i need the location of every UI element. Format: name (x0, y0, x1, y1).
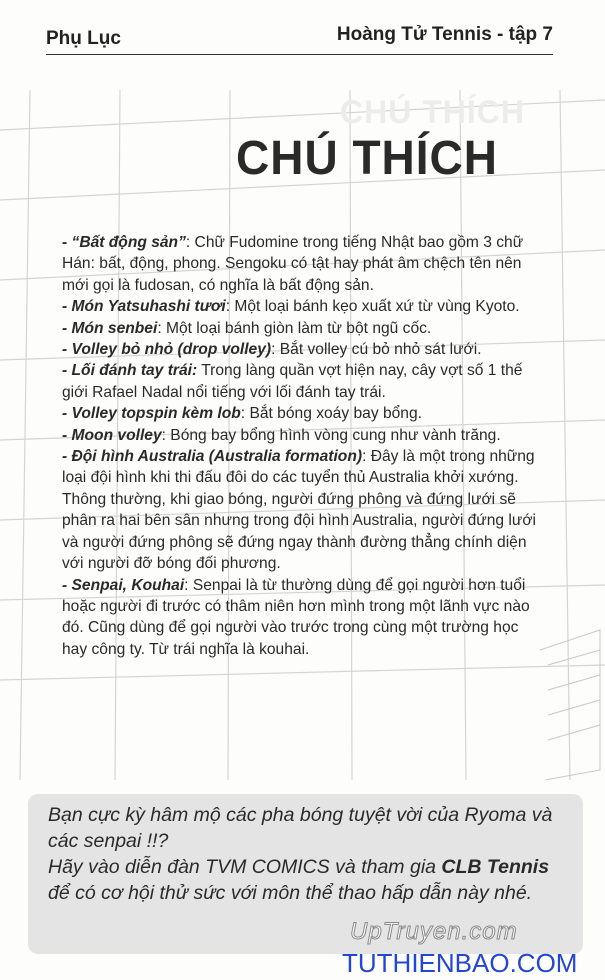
note-term: - Senpai, Kouhai (62, 576, 185, 594)
page-title: CHÚ THÍCH (236, 129, 498, 185)
note-text: : Senpai là từ thường dùng để gọi người hơn tuổi hoặc người đi trước có thâm niên hơn mình trong một lãnh vực nào đó. Cũng dùng để gọi người vào trước trong cùng một trường học hay công ty. Từ trái nghĩa là kouhai. (62, 576, 530, 658)
note-term: - Moon volley (62, 426, 162, 444)
promo-line-2c: để có cơ hội thử sức với môn thể thao hấp dẫn này nhé. (48, 882, 533, 904)
note-text: : Đây là một trong những loại đội hình khi thi đấu đôi do các tuyển thủ Australia khởi xướng. Thông thường, khi giao bóng, người đứng phông và đứng lưới sẽ phân ra hai bên sân nhưng trong đội hình Australia, người đứng lưới và người đứng phông sẽ đứng ngay thành đường thẳng chính diện với người đỡ bóng đối phương. (62, 448, 537, 573)
note-item (62, 425, 542, 446)
note-text: : Chữ Fudomine trong tiếng Nhật bao gồm 3 chữ Hán: bất, động, phong. Sengoku có tật hay phát âm chệch tên nên mới gọi là fudosan, có nghĩa là bất động sản. (62, 234, 524, 294)
ghost-title: CHÚ THÍCH (340, 94, 525, 130)
note-term: - Volley topspin kèm lob (62, 405, 241, 423)
glossary-notes (62, 232, 542, 660)
section-label: Phụ Lục (46, 28, 121, 49)
note-text: Trong làng quần vợt hiện nay, cây vợt số 1 thế giới Rafael Nadal nổi tiếng với lối đánh tay trái. (62, 362, 523, 401)
note-item (62, 446, 542, 574)
note-item (62, 575, 542, 661)
watermark-uptruyen: UpTruyen.com (350, 918, 518, 945)
note-text: : Một loại bánh giòn làm từ bột ngũ cốc. (157, 319, 432, 337)
header-rule (46, 54, 553, 55)
note-term: - Đội hình Australia (Australia formation) (62, 448, 363, 466)
promo-text (48, 802, 568, 906)
note-item (62, 296, 542, 317)
promo-line-2a: Hãy vào diễn đàn TVM COMICS và tham gia (48, 856, 442, 878)
note-term: - Volley bỏ nhỏ (drop volley) (62, 341, 272, 359)
note-term: - “Bất động sản” (62, 234, 186, 251)
note-text: : Bóng bay bổng hình vòng cung như vành trăng. (161, 426, 501, 444)
note-item (62, 403, 542, 424)
note-term: - Món Yatsuhashi tươi (62, 298, 226, 316)
note-term: - Lối đánh tay trái: (62, 362, 198, 380)
note-item (62, 232, 542, 296)
note-item (62, 318, 542, 339)
note-term: - Món senbei (62, 319, 158, 337)
note-item (62, 339, 542, 360)
book-title: Hoàng Tử Tennis - tập 7 (336, 24, 553, 45)
note-text: : Một loại bánh kẹo xuất xứ từ vùng Kyoto. (225, 298, 520, 316)
note-text: : Bắt volley cú bỏ nhỏ sát lưới. (271, 341, 482, 359)
promo-club-name: CLB Tennis (441, 856, 550, 878)
note-text: : Bắt bóng xoáy bay bổng. (240, 405, 422, 423)
watermark-tuthienbao: TUTHIENBAO.COM (342, 948, 578, 978)
note-item (62, 360, 542, 403)
promo-line-1: Bạn cực kỳ hâm mộ các pha bóng tuyệt vời của Ryoma và các senpai !!? (48, 804, 553, 852)
